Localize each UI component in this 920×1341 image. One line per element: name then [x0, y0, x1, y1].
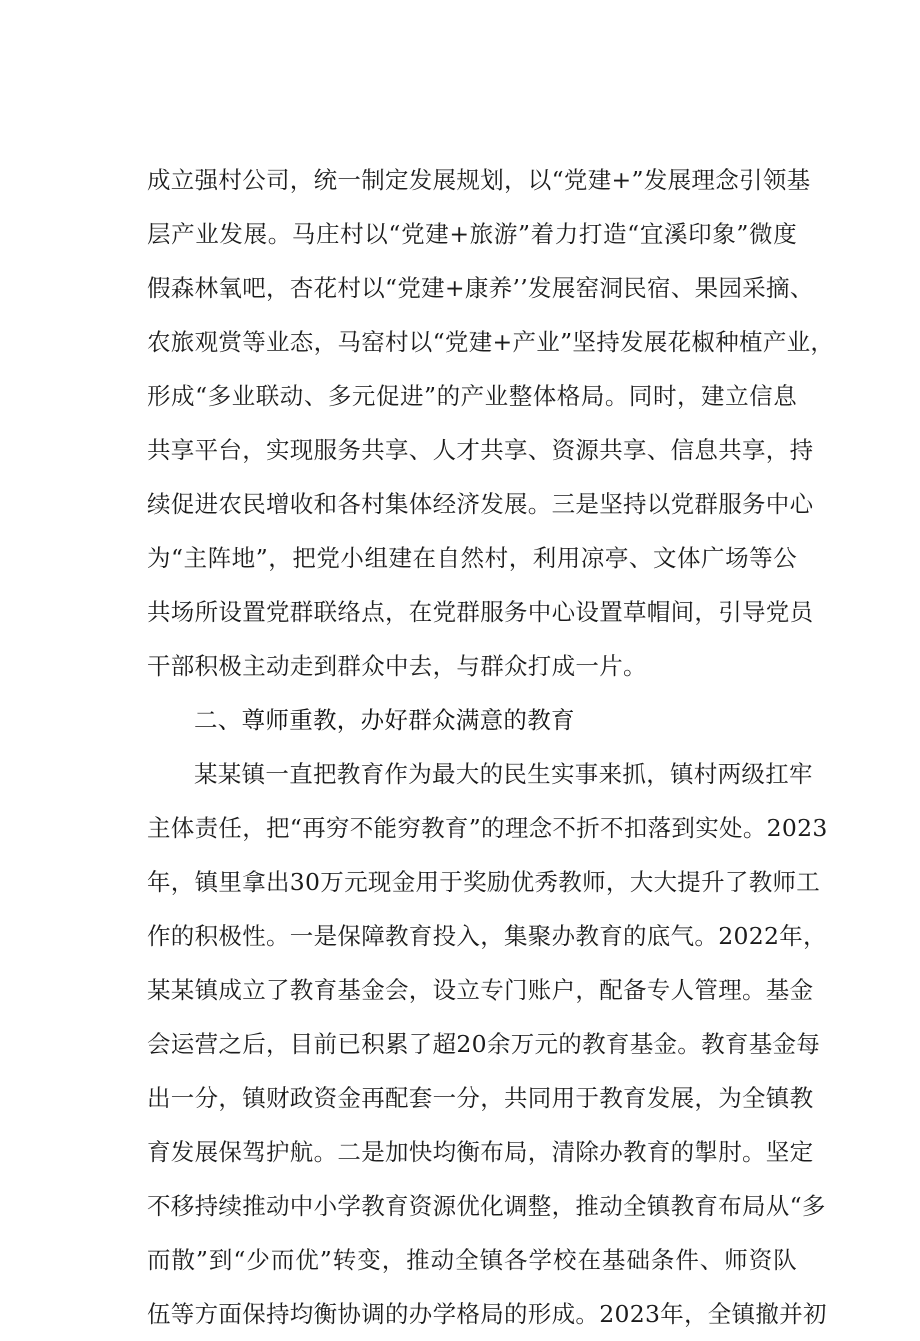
text-line: 会运营之后，目前已积累了超20余万元的教育基金。教育基金每 [147, 1030, 821, 1058]
text-line: 共享平台，实现服务共享、人才共享、资源共享、信息共享，持 [147, 436, 814, 464]
text-line: 育发展保驾护航。二是加快均衡布局，清除办教育的掣肘。坚定 [147, 1138, 814, 1166]
text-line: 农旅观赏等业态，马窑村以“党建+产业”坚持发展花椒种植产业， [147, 328, 835, 356]
text-line: 作的积极性。一是保障教育投入，集聚办教育的底气。2022年， [147, 922, 827, 950]
text-line: 成立强村公司，统一制定发展规划，以“党建+”发展理念引领基 [147, 166, 811, 194]
section-heading: 二、尊师重教，办好群众满意的教育 [194, 706, 575, 734]
text-line: 主体责任，把“再穷不能穷教育”的理念不折不扣落到实处。2023 [147, 814, 828, 842]
text-line: 不移持续推动中小学教育资源优化调整，推动全镇教育布局从“多 [147, 1192, 826, 1220]
text-line: 续促进农民增收和各村集体经济发展。三是坚持以党群服务中心 [147, 490, 814, 518]
text-line: 而散”到“少而优”转变，推动全镇各学校在基础条件、师资队 [147, 1246, 797, 1274]
text-line: 伍等方面保持均衡协调的办学格局的形成。2023年，全镇撤并初 [147, 1300, 827, 1328]
text-line: 为“主阵地”，把党小组建在自然村，利用凉亭、文体广场等公 [147, 544, 797, 572]
text-line: 某某镇成立了教育基金会，设立专门账户，配备专人管理。基金 [147, 976, 814, 1004]
paragraph-party-building [147, 153, 835, 693]
text-line: 形成“多业联动、多元促进”的产业整体格局。同时，建立信息 [147, 382, 797, 410]
text-line: 假森林氧吧，杏花村以“党建+康养’’发展窑洞民宿、果园采摘、 [147, 274, 814, 302]
text-line: 共场所设置党群联络点，在党群服务中心设置草帽间，引导党员 [147, 598, 814, 626]
text-line: 某某镇一直把教育作为最大的民生实事来抓，镇村两级扛牢 [194, 760, 813, 788]
text-line: 层产业发展。马庄村以“党建+旅游”着力打造“宜溪印象”微度 [147, 220, 797, 248]
document-body [147, 153, 835, 1341]
paragraph-education [147, 747, 828, 1341]
text-line: 年，镇里拿出30万元现金用于奖励优秀教师，大大提升了教师工 [147, 868, 821, 896]
text-line: 干部积极主动走到群众中去，与群众打成一片。 [147, 652, 647, 680]
text-line: 出一分，镇财政资金再配套一分，共同用于教育发展，为全镇教 [147, 1084, 814, 1112]
